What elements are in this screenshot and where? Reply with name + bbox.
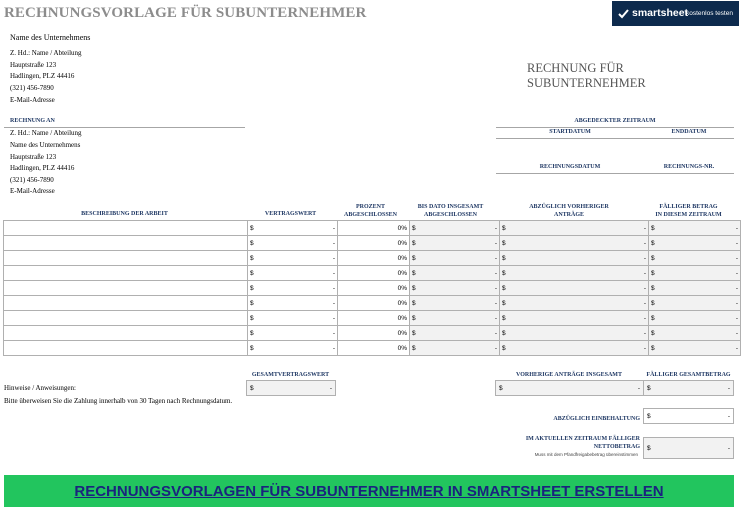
previous-cell[interactable] [500, 236, 649, 251]
completed-cell[interactable] [410, 266, 500, 281]
col-header-amount-due: FÄLLIGER BETRAG IN DIESEM ZEITRAUM [655, 204, 722, 218]
contract-value-cell[interactable] [248, 266, 338, 281]
invoice-date-label: RECHNUNGSDATUM [539, 164, 601, 170]
end-date-label: ENDDATUM [671, 129, 707, 135]
contract-total-field[interactable]: $ - [246, 380, 336, 396]
sender-email: E-Mail-Adresse [10, 96, 55, 104]
completed-cell[interactable] [410, 221, 500, 236]
amount-value: - [332, 329, 335, 337]
billto-city: Hadlingen, PLZ 44416 [10, 164, 75, 172]
billto-street: Hauptstraße 123 [10, 153, 57, 161]
percent-value: 0% [397, 224, 407, 232]
percent-cell[interactable] [338, 296, 410, 311]
currency-symbol: $ [250, 284, 254, 292]
currency-symbol: $ [502, 239, 506, 247]
currency-symbol: $ [412, 239, 416, 247]
billto-company: Name des Unternehmens [10, 141, 81, 149]
currency-symbol: $ [412, 254, 416, 262]
contract-value-cell[interactable] [248, 221, 338, 236]
amount-value: - [332, 299, 335, 307]
retention-field[interactable]: $ - [643, 408, 734, 424]
invoice-heading: RECHNUNG FÜR SUBUNTERNEHMER [527, 61, 646, 90]
due-cell[interactable] [649, 251, 741, 266]
due-cell[interactable] [649, 221, 741, 236]
billto-attn: Z. Hd.: Name / Abteilung [10, 129, 82, 137]
previous-cell[interactable] [500, 266, 649, 281]
description-cell[interactable] [4, 296, 248, 311]
retention-label: ABZÜGLICH EINBEHALTUNG [553, 416, 640, 422]
currency-symbol: $ [412, 314, 416, 322]
logo-tagline: kostenlos testen [686, 10, 733, 17]
currency-symbol: $ [250, 224, 254, 232]
table-row [4, 236, 741, 251]
due-total-label: FÄLLIGER GESAMTBETRAG [646, 372, 731, 378]
amount-value: - [735, 329, 738, 337]
percent-value: 0% [397, 284, 407, 292]
currency-symbol: $ [412, 329, 416, 337]
description-cell[interactable] [4, 251, 248, 266]
amount-value: - [332, 314, 335, 322]
due-cell[interactable] [649, 341, 741, 356]
invoice-number-label: RECHNUNGS-NR. [663, 164, 715, 170]
contract-value-cell[interactable] [248, 341, 338, 356]
currency-symbol: $ [502, 299, 506, 307]
amount-value: - [643, 299, 646, 307]
notes-label: Hinweise / Anweisungen: [4, 384, 76, 392]
col-header-previous-applications: ABZÜGLICH VORHERIGER ANTRÄGE [529, 204, 609, 218]
logo-name: smartsheet [632, 7, 689, 19]
amount-value: - [494, 284, 497, 292]
amount-value: - [332, 224, 335, 232]
table-row [4, 341, 741, 356]
currency-symbol: $ [502, 269, 506, 277]
completed-cell[interactable] [410, 236, 500, 251]
contract-value-cell[interactable] [248, 236, 338, 251]
currency-symbol: $ [250, 314, 254, 322]
currency-symbol: $ [502, 329, 506, 337]
net-label-2: NETTOBETRAG [593, 444, 640, 450]
net-amount-field[interactable]: $ - [643, 437, 734, 459]
description-cell[interactable] [4, 266, 248, 281]
contract-value-cell[interactable] [248, 251, 338, 266]
description-cell[interactable] [4, 311, 248, 326]
col-header-percent-complete: PROZENT ABGESCHLOSSEN [343, 204, 398, 218]
table-row [4, 281, 741, 296]
amount-value: - [643, 269, 646, 277]
previous-cell[interactable] [500, 251, 649, 266]
currency-symbol: $ [502, 314, 506, 322]
percent-cell[interactable] [338, 266, 410, 281]
table-row [4, 266, 741, 281]
billto-phone: (321) 456-7890 [10, 176, 54, 184]
percent-value: 0% [397, 269, 407, 277]
percent-cell[interactable] [338, 251, 410, 266]
amount-value: - [494, 329, 497, 337]
amount-value: - [332, 269, 335, 277]
currency-symbol: $ [412, 344, 416, 352]
period-label: ABGEDECKTER ZEITRAUM [574, 118, 656, 124]
currency-symbol: $ [502, 284, 506, 292]
percent-cell[interactable] [338, 236, 410, 251]
completed-cell[interactable] [410, 281, 500, 296]
amount-value: - [332, 239, 335, 247]
completed-cell[interactable] [410, 311, 500, 326]
percent-value: 0% [397, 239, 407, 247]
start-date-label: STARTDATUM [549, 129, 591, 135]
net-note: Muss mit dem Pfandfreigabebetrag übereinstimmen [534, 452, 638, 457]
amount-value: - [494, 224, 497, 232]
billto-email: E-Mail-Adresse [10, 187, 55, 195]
start-date-field[interactable] [496, 138, 734, 139]
sender-street: Hauptstraße 123 [10, 61, 57, 69]
period-divider [496, 127, 734, 128]
smartsheet-logo-button[interactable] [612, 1, 739, 26]
table-row [4, 251, 741, 266]
amount-value: - [643, 284, 646, 292]
previous-cell[interactable] [500, 281, 649, 296]
currency-symbol: $ [502, 254, 506, 262]
table-row [4, 326, 741, 341]
billto-label: RECHNUNG AN [10, 118, 55, 124]
currency-symbol: $ [651, 344, 655, 352]
currency-symbol: $ [651, 269, 655, 277]
amount-value: - [332, 284, 335, 292]
table-row [4, 296, 741, 311]
percent-cell[interactable] [338, 326, 410, 341]
currency-symbol: $ [250, 269, 254, 277]
percent-value: 0% [397, 329, 407, 337]
currency-symbol: $ [412, 269, 416, 277]
due-cell[interactable] [649, 236, 741, 251]
currency-symbol: $ [250, 239, 254, 247]
notes-text[interactable]: Bitte überweisen Sie die Zahlung innerhalb von 30 Tagen nach Rechnungsdatum. [4, 397, 233, 405]
amount-value: - [332, 344, 335, 352]
amount-value: - [494, 239, 497, 247]
percent-cell[interactable] [338, 221, 410, 236]
smartsheet-check-icon [618, 8, 629, 19]
document-title: RECHNUNGSVORLAGE FÜR SUBUNTERNEHMER [4, 5, 367, 21]
completed-cell[interactable] [410, 251, 500, 266]
previous-cell[interactable] [500, 221, 649, 236]
description-cell[interactable] [4, 236, 248, 251]
amount-value: - [735, 284, 738, 292]
percent-value: 0% [397, 314, 407, 322]
cta-banner-link[interactable]: RECHNUNGSVORLAGEN FÜR SUBUNTERNEHMER IN SMARTSHEET ERSTELLEN [74, 482, 664, 500]
amount-value: - [735, 254, 738, 262]
currency-symbol: $ [250, 344, 254, 352]
table-row [4, 311, 741, 326]
currency-symbol: $ [651, 224, 655, 232]
currency-symbol: $ [250, 329, 254, 337]
amount-value: - [735, 269, 738, 277]
currency-symbol: $ [502, 224, 506, 232]
amount-value: - [494, 344, 497, 352]
percent-value: 0% [397, 299, 407, 307]
previous-total-label: VORHERIGE ANTRÄGE INSGESAMT [516, 372, 622, 378]
percent-cell[interactable] [338, 311, 410, 326]
col-header-completed-to-date: BIS DATO INSGESAMT ABGESCHLOSSEN [417, 204, 484, 218]
line-items-table [3, 220, 741, 356]
amount-value: - [643, 224, 646, 232]
previous-cell[interactable] [500, 341, 649, 356]
percent-value: 0% [397, 344, 407, 352]
net-label-1: IM AKTUELLEN ZEITRAUM FÄLLIGER [525, 436, 640, 442]
col-header-description: BESCHREIBUNG DER ARBEIT [81, 211, 168, 217]
invoice-date-field[interactable] [496, 173, 734, 174]
amount-value: - [735, 224, 738, 232]
currency-symbol: $ [651, 329, 655, 337]
due-cell[interactable] [649, 326, 741, 341]
amount-value: - [332, 254, 335, 262]
amount-value: - [735, 239, 738, 247]
amount-value: - [494, 314, 497, 322]
description-cell[interactable] [4, 341, 248, 356]
contract-value-cell[interactable] [248, 281, 338, 296]
description-cell[interactable] [4, 281, 248, 296]
previous-total-field[interactable]: $ - [495, 380, 644, 396]
amount-value: - [735, 314, 738, 322]
currency-symbol: $ [412, 284, 416, 292]
sender-company: Name des Unternehmens [10, 33, 91, 42]
currency-symbol: $ [412, 299, 416, 307]
currency-symbol: $ [412, 224, 416, 232]
currency-symbol: $ [651, 284, 655, 292]
due-cell[interactable] [649, 281, 741, 296]
percent-cell[interactable] [338, 341, 410, 356]
previous-cell[interactable] [500, 296, 649, 311]
due-cell[interactable] [649, 296, 741, 311]
billto-divider [4, 127, 245, 128]
due-cell[interactable] [649, 311, 741, 326]
amount-value: - [735, 344, 738, 352]
cta-banner[interactable] [4, 475, 734, 507]
amount-value: - [494, 269, 497, 277]
previous-cell[interactable] [500, 311, 649, 326]
amount-value: - [494, 299, 497, 307]
contract-value-cell[interactable] [248, 326, 338, 341]
sender-phone: (321) 456-7890 [10, 84, 54, 92]
amount-value: - [494, 254, 497, 262]
currency-symbol: $ [250, 254, 254, 262]
due-total-field[interactable]: $ - [643, 380, 734, 396]
description-cell[interactable] [4, 326, 248, 341]
currency-symbol: $ [651, 299, 655, 307]
contract-value-cell[interactable] [248, 296, 338, 311]
currency-symbol: $ [502, 344, 506, 352]
amount-value: - [643, 344, 646, 352]
completed-cell[interactable] [410, 326, 500, 341]
sender-attn: Z. Hd.: Name / Abteilung [10, 49, 82, 57]
currency-symbol: $ [250, 299, 254, 307]
due-cell[interactable] [649, 266, 741, 281]
contract-total-label: GESAMTVERTRAGSWERT [251, 372, 330, 378]
currency-symbol: $ [651, 254, 655, 262]
amount-value: - [643, 239, 646, 247]
currency-symbol: $ [651, 239, 655, 247]
amount-value: - [643, 329, 646, 337]
col-header-contract-value: VERTRAGSWERT [264, 211, 317, 217]
percent-cell[interactable] [338, 281, 410, 296]
amount-value: - [643, 314, 646, 322]
percent-value: 0% [397, 254, 407, 262]
amount-value: - [735, 299, 738, 307]
contract-value-cell[interactable] [248, 311, 338, 326]
table-row [4, 221, 741, 236]
amount-value: - [643, 254, 646, 262]
completed-cell[interactable] [410, 296, 500, 311]
previous-cell[interactable] [500, 326, 649, 341]
sender-city: Hadlingen, PLZ 44416 [10, 72, 75, 80]
currency-symbol: $ [651, 314, 655, 322]
completed-cell[interactable] [410, 341, 500, 356]
description-cell[interactable] [4, 221, 248, 236]
